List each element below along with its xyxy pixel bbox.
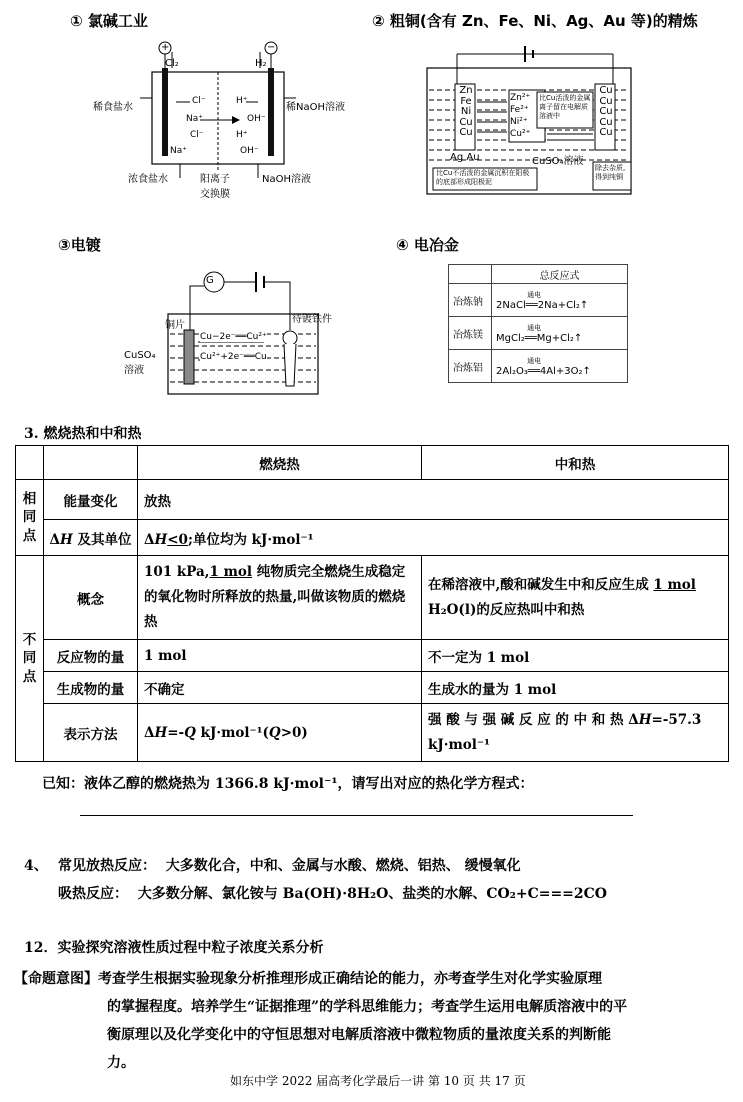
electrometallurgy-table: [448, 264, 628, 383]
label-naoh-out: NaOH溶液: [262, 174, 311, 185]
intent-line-1: [14, 965, 729, 993]
product-neutralization: 生成水的量为 1 mol: [422, 672, 729, 704]
workpiece-label: 待镀铁件: [292, 314, 332, 325]
ion-list: [510, 92, 530, 140]
ion-h-1: H⁺: [236, 96, 248, 106]
mc-b: =-: [167, 724, 185, 741]
dh-value-lt0: <0: [167, 531, 188, 548]
exothermic-line: [58, 855, 521, 875]
endo-text: 大多数分解、氯化铵与 Ba(OH)·8H₂O、盐类的水解、CO₂+C===2CO: [137, 886, 607, 902]
diagram-3-title: ③电镀: [58, 236, 101, 254]
ion-na-1: Na⁺: [186, 114, 203, 124]
anode-metal: Fe: [460, 95, 472, 107]
section-3-title: 3. 燃烧热和中和热: [24, 426, 142, 442]
cc-2: 纯物质完全燃烧生成稳定的氧化物时所释放的热量,叫做该物质的燃烧热: [144, 564, 406, 630]
label-membrane: 阳离子 交换膜: [200, 174, 230, 200]
cathode-metal: Cu: [599, 106, 613, 117]
heat-comparison-table: [15, 445, 729, 762]
mc-a: Δ: [144, 724, 155, 741]
rt-row: [449, 284, 628, 317]
row-energy: [16, 480, 729, 520]
label-reactant: 反应物的量: [44, 640, 138, 672]
label-dilute-naoh: 稀NaOH溶液: [286, 102, 345, 113]
rt-eq: [492, 317, 628, 350]
ion-item: Zn²⁺: [510, 93, 531, 103]
rt-cond: 通电: [527, 290, 542, 299]
copper-plate-label: 铜片: [165, 320, 185, 331]
header-neutralization: 中和热: [422, 446, 729, 480]
exo-label: 常见放热反应：: [58, 858, 156, 874]
ion-h-2: H⁺: [236, 130, 248, 140]
cuso4-solution: CuSO₄溶液: [532, 156, 584, 167]
diagram-2-title: ② 粗铜(含有 Zn、Fe、Ni、Ag、Au 等)的精炼: [372, 12, 698, 30]
ion-note: 比Cu活泼的金属离子留在电解质溶液中: [539, 94, 591, 120]
cc-1: 101 kPa,: [144, 564, 210, 580]
dh-value-h: H: [154, 531, 168, 548]
label-cl2: Cl₂: [165, 58, 179, 69]
rt-row: [449, 350, 628, 383]
group-same: 相 同 点: [16, 480, 44, 556]
label-concept: 概念: [44, 556, 138, 640]
sludge-note: 比Cu不活泼的金属沉积在阳极的底部形成阳极泥: [436, 169, 530, 186]
rt-name: 冶炼镁: [449, 317, 492, 350]
galvanometer-label: G: [206, 275, 214, 286]
rt-eq: [492, 350, 628, 383]
row-concept: [16, 556, 729, 640]
rt-eq-text: 2NaCl══2Na+Cl₂↑: [496, 299, 589, 311]
label-dilute-brine: 稀食盐水: [93, 102, 133, 113]
mn-b: =-57.3 kJ·mol⁻¹: [428, 711, 702, 753]
dh-h: H: [60, 531, 73, 548]
anode-metal: Cu: [459, 116, 473, 128]
page-footer: 如东中学 2022 届高考化学最后一讲 第 10 页 共 17 页: [230, 1074, 526, 1088]
product-combustion: 不确定: [138, 672, 422, 704]
cathode-metal: Cu: [599, 95, 613, 107]
value-energy: 放热: [138, 480, 729, 520]
intent-text-1: 考查学生根据实验现象分析推理形成正确结论的能力，亦考查学生对化学实验原理: [98, 971, 602, 987]
label-h2: H₂: [255, 58, 267, 69]
cathode-metal: Cu: [599, 116, 613, 128]
rt-eq-text: MgCl₂══Mg+Cl₂↑: [496, 332, 583, 344]
ion-cl-1: Cl⁻: [192, 96, 206, 106]
proposition-intent: [14, 965, 729, 1077]
anode-metal: Cu: [459, 127, 473, 138]
cn-1: 在稀溶液中,酸和碱发生中和反应生成: [428, 576, 654, 593]
plating-solution-label: CuSO₄ 溶液: [124, 350, 156, 376]
section-4-number: 4、: [24, 858, 48, 874]
rt-name: 冶炼铝: [449, 350, 492, 383]
rt-eq: [492, 284, 628, 317]
anode-metal: Ni: [460, 106, 472, 117]
label-method: 表示方法: [44, 704, 138, 762]
answer-line[interactable]: [80, 815, 633, 816]
header-corner-1: [16, 446, 44, 480]
pure-copper-note: 除去杂质,得到纯铜: [595, 164, 626, 181]
method-combustion: [138, 704, 422, 762]
table-header-row: [16, 446, 729, 480]
cathode-minus: −: [267, 42, 276, 53]
rt-corner: [449, 265, 492, 284]
rt-name: 冶炼钠: [449, 284, 492, 317]
rt-cond: 通电: [527, 356, 542, 365]
mc-d: >0): [280, 724, 308, 741]
value-dh: [138, 520, 729, 556]
anode-sludge: Ag Au: [450, 152, 480, 163]
header-combustion: 燃烧热: [138, 446, 422, 480]
ion-item: Fe²⁺: [510, 105, 529, 115]
endothermic-line: [58, 883, 607, 903]
known-statement: 已知：液体乙醇的燃烧热为 1366.8 kJ·mol⁻¹，请写出对应的热化学方程式：: [42, 776, 534, 792]
mc-h: H: [154, 724, 168, 741]
mc-q: Q: [184, 724, 196, 741]
row-method: [16, 704, 729, 762]
dh-value-delta: Δ: [144, 531, 155, 548]
intent-line-4: 力。: [107, 1055, 135, 1071]
rt-row: [449, 317, 628, 350]
cn-mol: 1 mol: [653, 576, 696, 593]
cathode-metal: Cu: [599, 127, 613, 138]
label-conc-brine: 浓食盐水: [128, 174, 168, 185]
mn-h: H: [638, 711, 652, 728]
intent-tag: 【命题意图】: [14, 971, 98, 987]
dh-value-rest: ;单位均为 kJ·mol⁻¹: [187, 531, 314, 548]
anode-plus: +: [161, 42, 170, 53]
ion-oh-1: OH⁻: [247, 114, 266, 124]
dh-suffix: 及其单位: [72, 531, 132, 548]
exo-text: 大多数化合，中和、金属与水酸、燃烧、铝热、 缓慢氧化: [165, 858, 521, 874]
cathode-metal-list: [597, 86, 615, 139]
label-dh: [44, 520, 138, 556]
anode-metal: Zn: [459, 85, 473, 96]
anode-metal-list: [457, 86, 475, 139]
label-energy: 能量变化: [44, 480, 138, 520]
row-reactant: [16, 640, 729, 672]
row-dh: [16, 520, 729, 556]
ion-cl-2: Cl⁻: [190, 130, 204, 140]
row-product: [16, 672, 729, 704]
rt-cond: 通电: [527, 323, 542, 332]
endo-label: 吸热反应：: [58, 886, 128, 902]
group-diff: 不 同 点: [16, 556, 44, 762]
diagram-4-title: ④ 电冶金: [396, 236, 459, 254]
rt-eq-text: 2Al₂O₃══4Al+3O₂↑: [496, 365, 591, 377]
intent-line-2: 的掌握程度。培养学生“证据推理”的学科思维能力；考查学生运用电解质溶液中的平: [107, 999, 628, 1015]
mc-c: kJ·mol⁻¹(: [195, 724, 269, 741]
cathode-reaction: Cu²⁺+2e⁻══Cu: [200, 352, 267, 362]
anode-reaction: Cu−2e⁻══Cu²⁺: [200, 332, 267, 342]
concept-combustion: [138, 556, 422, 640]
ion-na-2: Na⁺: [170, 146, 187, 156]
reactant-neutralization: 不一定为 1 mol: [422, 640, 729, 672]
concept-neutralization: [422, 556, 729, 640]
ion-item: Ni²⁺: [510, 117, 528, 127]
cathode-metal: Cu: [599, 85, 613, 96]
dh-delta: Δ: [49, 531, 60, 548]
ion-oh-2: OH⁻: [240, 146, 259, 156]
mc-q2: Q: [268, 724, 281, 741]
diagram-1-title: ① 氯碱工业: [70, 12, 148, 30]
reactant-combustion: 1 mol: [138, 640, 422, 672]
rt-header: 总反应式: [492, 265, 628, 284]
cc-mol: 1 mol: [209, 564, 252, 580]
cn-2: H₂O(l)的反应热叫中和热: [428, 601, 585, 618]
mn-a: 强 酸 与 强 碱 反 应 的 中 和 热 Δ: [428, 711, 639, 728]
intent-line-3: 衡原理以及化学变化中的守恒思想对电解质溶液中微粒物质的量浓度关系的判断能: [107, 1027, 611, 1043]
method-neutralization: [422, 704, 729, 762]
label-product: 生成物的量: [44, 672, 138, 704]
section-12-title: 12．实验探究溶液性质过程中粒子浓度关系分析: [24, 940, 324, 956]
ion-item: Cu²⁺: [510, 129, 531, 139]
header-corner-2: [44, 446, 138, 480]
